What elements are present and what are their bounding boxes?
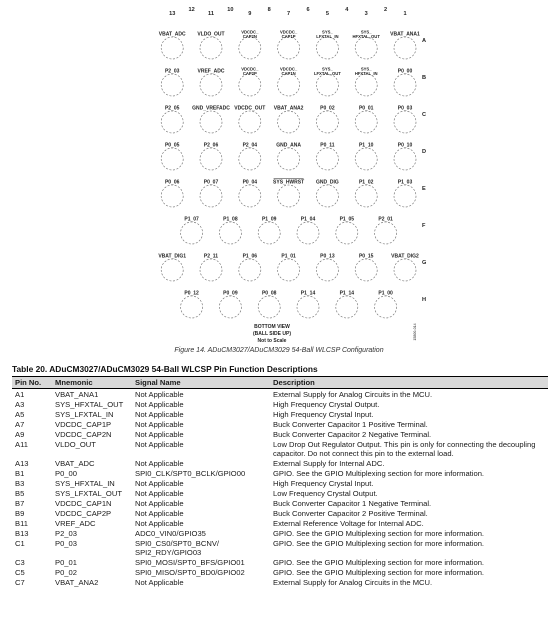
row-letter: B xyxy=(422,75,427,81)
header-description: Description xyxy=(270,377,548,389)
column-number: 8 xyxy=(267,7,271,13)
ball-label: P0_05 xyxy=(164,142,180,149)
ball-label: VBAT_DIG2 xyxy=(391,253,419,260)
ball xyxy=(200,254,222,282)
ball-label: P0_00 xyxy=(397,68,413,75)
bottom-view-label-1: BOTTOM VIEW xyxy=(254,324,290,330)
ball-label: SYS_ HFXTAL_IN xyxy=(354,66,378,77)
mnemonic-cell: VDCDC_CAP2P xyxy=(55,508,112,518)
table-row xyxy=(12,498,548,508)
ball-outline xyxy=(161,259,183,281)
ball-label: P0_08 xyxy=(261,290,277,297)
ball xyxy=(316,106,338,134)
ball-label: P2_04 xyxy=(242,142,258,149)
ball-label: P0_13 xyxy=(320,253,335,260)
ball-label: SYS_HWRST xyxy=(273,179,305,186)
ball-outline xyxy=(355,111,377,133)
ball-grid xyxy=(158,30,420,319)
mnemonic-cell: VREF_ADC xyxy=(55,518,96,528)
column-number: 3 xyxy=(364,11,368,17)
header-pin-no: Pin No. xyxy=(12,377,52,389)
table-row xyxy=(12,458,548,468)
ball xyxy=(161,69,183,97)
ball-outline xyxy=(200,259,222,281)
description-cell: Low Drop Out Regulator Output. This pin is only for connecting the decoupling capacitor. Do not connect this pin to the external load. xyxy=(273,439,536,458)
column-number: 13 xyxy=(169,11,176,17)
row-letter: F xyxy=(422,223,426,229)
description-cell: External Supply for Analog Circuits in the MCU. xyxy=(273,389,433,399)
mnemonic-cell: P0_01 xyxy=(55,557,77,567)
ball-outline xyxy=(239,148,261,170)
table-row xyxy=(12,518,548,528)
ball xyxy=(258,291,280,319)
bottom-view-label-3: Not to Scale xyxy=(257,338,287,344)
ball-label: P1_07 xyxy=(184,216,199,223)
ball-outline xyxy=(278,37,300,59)
table-row xyxy=(12,567,548,577)
ball-label: VDCDC_ CAP1P xyxy=(279,29,298,40)
signal-name-cell: Not Applicable xyxy=(135,439,184,449)
ball xyxy=(316,30,338,60)
mnemonic-cell: VDCDC_CAP2N xyxy=(55,429,112,439)
table-row xyxy=(12,439,548,458)
ball-label: P0_15 xyxy=(358,253,374,260)
ball xyxy=(161,106,183,134)
ball xyxy=(219,291,241,319)
pin-function-table xyxy=(12,376,548,587)
ball-outline xyxy=(278,111,300,133)
pin-no-cell: B11 xyxy=(15,518,28,528)
ball-label: P1_01 xyxy=(281,253,296,260)
table-row xyxy=(12,528,548,538)
ball-outline xyxy=(161,185,183,207)
ball-outline xyxy=(316,148,338,170)
ball-outline xyxy=(200,37,222,59)
ball xyxy=(391,254,419,282)
ball-outline xyxy=(278,185,300,207)
mnemonic-cell: SYS_LFXTAL_IN xyxy=(55,409,114,419)
ball-label: P1_08 xyxy=(223,216,238,223)
signal-name-cell: Not Applicable xyxy=(135,498,184,508)
mnemonic-cell: P0_03 xyxy=(55,538,77,548)
ball-label: P0_03 xyxy=(397,105,413,112)
table-row xyxy=(12,409,548,419)
signal-name-cell: SPI0_CS0/SPT0_BCNV/ SPI2_RDY/GPIO03 xyxy=(135,538,219,557)
ball xyxy=(278,254,300,282)
mnemonic-cell: P0_00 xyxy=(55,468,77,478)
mnemonic-cell: VDCDC_CAP1N xyxy=(55,498,112,508)
description-cell: Buck Converter Capacitor 2 Negative Terminal. xyxy=(273,429,432,439)
ball xyxy=(316,180,339,208)
ball xyxy=(274,106,304,134)
pin-no-cell: A13 xyxy=(15,458,29,468)
signal-name-cell: Not Applicable xyxy=(135,419,184,429)
ball-label: P0_10 xyxy=(397,142,413,149)
ball xyxy=(394,143,416,171)
ball-label: P1_04 xyxy=(300,216,316,223)
table-row xyxy=(12,538,548,557)
ball-outline xyxy=(394,37,416,59)
ball-label: P2_06 xyxy=(203,142,219,149)
pin-no-cell: A11 xyxy=(15,439,28,449)
ball xyxy=(181,217,203,245)
header-signal-name: Signal Name xyxy=(132,377,270,389)
ball xyxy=(200,180,222,208)
ball-label: VDCDC_OUT xyxy=(234,105,266,112)
ball-label: P1_09 xyxy=(261,216,277,223)
table-title: Table 20. ADuCM3027/ADuCM3029 54-Ball WLCSP Pin Function Descriptions xyxy=(12,364,318,374)
ball-outline xyxy=(239,37,261,59)
description-cell: High Frequency Crystal Output. xyxy=(273,399,380,409)
description-cell: Low Frequency Crystal Output. xyxy=(273,488,378,498)
row-letters xyxy=(422,38,426,303)
column-number: 4 xyxy=(345,7,349,13)
description-cell: GPIO. See the GPIO Multiplexing section for more information. xyxy=(273,538,485,548)
description-cell: Buck Converter Capacitor 1 Positive Terminal. xyxy=(273,419,428,429)
ball xyxy=(239,254,261,282)
column-number: 2 xyxy=(384,7,388,13)
ball xyxy=(276,143,301,171)
ball-label: P2_11 xyxy=(203,253,219,260)
description-cell: GPIO. See the GPIO Multiplexing section for more information. xyxy=(273,468,485,478)
ball xyxy=(239,180,261,208)
ball-label: VDCDC_ CAP2P xyxy=(241,66,259,77)
ball-label: VDCDC_ CAP1N xyxy=(279,66,298,77)
ball-label: P0_02 xyxy=(320,105,335,112)
ball xyxy=(355,254,377,282)
column-numbers xyxy=(169,7,406,17)
ball xyxy=(353,30,381,60)
ball-outline xyxy=(258,222,280,244)
ball-outline xyxy=(200,111,222,133)
description-cell: High Frequency Crystal Input. xyxy=(273,409,374,419)
row-letter: A xyxy=(422,38,427,44)
ball xyxy=(394,69,416,97)
column-number: 7 xyxy=(287,11,291,17)
ball-outline xyxy=(375,296,397,318)
description-cell: External Supply for Analog Circuits in the MCU. xyxy=(273,577,433,587)
ball-outline xyxy=(394,185,416,207)
ball-outline xyxy=(355,148,377,170)
ball xyxy=(200,143,222,171)
ball-label: P2_01 xyxy=(378,216,393,223)
description-cell: External Supply for Internal ADC. xyxy=(273,458,385,468)
mnemonic-cell: VBAT_ANA1 xyxy=(55,389,99,399)
ball-outline xyxy=(239,259,261,281)
ball-outline xyxy=(316,37,338,59)
description-cell: GPIO. See the GPIO Multiplexing section for more information. xyxy=(273,567,485,577)
ball xyxy=(390,32,420,60)
bottom-view-label-2: (BALL SIDE UP) xyxy=(253,331,291,337)
ball-outline xyxy=(297,296,319,318)
ball xyxy=(273,180,304,208)
ball-label: GND_ANA xyxy=(276,142,301,149)
ball-label: P1_00 xyxy=(378,290,393,297)
ball xyxy=(159,32,186,60)
ball xyxy=(316,254,338,282)
pin-no-cell: C3 xyxy=(15,557,25,567)
ball-label: P1_10 xyxy=(358,142,374,149)
ball-outline xyxy=(181,222,203,244)
ball-label: VREF_ADC xyxy=(197,68,225,75)
description-cell: High Frequency Crystal Input. xyxy=(273,478,374,488)
ball xyxy=(355,180,377,208)
ball-label: P1_06 xyxy=(242,253,258,260)
ball-outline xyxy=(336,296,358,318)
pin-no-cell: A1 xyxy=(15,389,25,399)
ball xyxy=(297,291,319,319)
ball xyxy=(239,30,261,60)
description-cell: External Reference Voltage for Internal ADC. xyxy=(273,518,424,528)
ball-outline xyxy=(161,148,183,170)
ball-outline xyxy=(375,222,397,244)
pin-no-cell: B13 xyxy=(15,528,29,538)
ball-label: P1_14 xyxy=(300,290,316,297)
table-row xyxy=(12,478,548,488)
ball-label: P2_03 xyxy=(164,68,180,75)
description-cell: Buck Converter Capacitor 2 Positive Terminal. xyxy=(273,508,428,518)
signal-name-cell: Not Applicable xyxy=(135,429,184,439)
table-row xyxy=(12,508,548,518)
ball-label: P1_14 xyxy=(339,290,355,297)
ball-outline xyxy=(355,185,377,207)
column-number: 1 xyxy=(403,11,407,17)
pin-no-cell: B9 xyxy=(15,508,25,518)
ball-label: VBAT_ANA1 xyxy=(390,31,420,38)
ball xyxy=(297,217,319,245)
ball xyxy=(181,291,203,319)
mnemonic-cell: P0_02 xyxy=(55,567,77,577)
row-letter: C xyxy=(422,112,427,118)
column-number: 11 xyxy=(208,11,214,17)
ball xyxy=(355,143,377,171)
ball-outline xyxy=(316,74,338,96)
ball xyxy=(314,67,341,97)
ball-label: P1_02 xyxy=(358,179,374,186)
figure-caption: Figure 14. ADuCM3027/ADuCM3029 54-Ball WLCSP Configuration xyxy=(174,347,384,354)
signal-name-cell: Not Applicable xyxy=(135,399,184,409)
signal-name-cell: ADC0_VIN0/GPIO35 xyxy=(135,528,206,538)
ball xyxy=(161,143,183,171)
ball-outline xyxy=(161,37,183,59)
ball xyxy=(161,180,183,208)
ball-outline xyxy=(355,37,377,59)
ball-label: P1_03 xyxy=(397,179,413,186)
ball-label: VBAT_DIG1 xyxy=(158,253,187,260)
column-number: 9 xyxy=(248,11,252,17)
pin-no-cell: B1 xyxy=(15,468,25,478)
ball-outline xyxy=(394,148,416,170)
ball-label: P1_05 xyxy=(339,216,355,223)
ball-label: SYS_ HFXTAL_OUT xyxy=(352,29,380,40)
mnemonic-cell: VBAT_ADC xyxy=(55,458,95,468)
ball-outline xyxy=(161,111,183,133)
signal-name-cell: Not Applicable xyxy=(135,458,184,468)
table-row xyxy=(12,399,548,409)
pin-no-cell: C1 xyxy=(15,538,25,548)
signal-name-cell: Not Applicable xyxy=(135,389,184,399)
ball xyxy=(278,30,300,60)
signal-name-cell: Not Applicable xyxy=(135,478,184,488)
ball-label: P0_11 xyxy=(320,142,335,149)
ball-outline xyxy=(258,296,280,318)
ball xyxy=(394,106,416,134)
ball-outline xyxy=(394,259,416,281)
pin-no-cell: A3 xyxy=(15,399,25,409)
signal-name-cell: Not Applicable xyxy=(135,409,184,419)
ball-outline xyxy=(355,259,377,281)
ball xyxy=(316,143,338,171)
table-row xyxy=(12,557,548,567)
ball-label: P0_01 xyxy=(358,105,374,112)
mnemonic-cell: SYS_LFXTAL_OUT xyxy=(55,488,122,498)
ball-label: VBAT_ANA2 xyxy=(273,105,304,112)
ball-outline xyxy=(239,74,261,96)
ball-label: GND_DIG xyxy=(316,179,339,186)
ball xyxy=(192,106,230,134)
signal-name-cell: Not Applicable xyxy=(135,518,184,528)
ball-label: VLDO_OUT xyxy=(197,31,225,38)
ball-outline xyxy=(219,296,241,318)
figure-id: 15800-014 xyxy=(413,323,417,341)
ball xyxy=(375,291,397,319)
ball-outline xyxy=(316,111,338,133)
row-letter: E xyxy=(422,186,426,192)
row-letter: D xyxy=(422,149,427,155)
description-cell: GPIO. See the GPIO Multiplexing section for more information. xyxy=(273,557,485,567)
signal-name-cell: Not Applicable xyxy=(135,488,184,498)
ball xyxy=(336,217,358,245)
ball-outline xyxy=(394,111,416,133)
ball-label: P0_12 xyxy=(184,290,199,297)
ball-outline xyxy=(297,222,319,244)
pin-no-cell: B7 xyxy=(15,498,25,508)
header-mnemonic: Mnemonic xyxy=(52,377,132,389)
ball-outline xyxy=(355,74,377,96)
ball xyxy=(234,106,265,134)
ball xyxy=(355,67,378,97)
signal-name-cell: SPI0_MISO/SPT0_BD0/GPIO02 xyxy=(135,567,245,577)
table-row xyxy=(12,488,548,498)
ball xyxy=(258,217,280,245)
table-row xyxy=(12,419,548,429)
table-row xyxy=(12,429,548,439)
signal-name-cell: Not Applicable xyxy=(135,577,184,587)
pin-no-cell: A5 xyxy=(15,409,25,419)
mnemonic-cell: SYS_HFXTAL_OUT xyxy=(55,399,124,409)
ball-outline xyxy=(316,185,338,207)
ball xyxy=(375,217,397,245)
signal-name-cell: SPI0_MOSI/SPT0_BFS/GPIO01 xyxy=(135,557,245,567)
pin-no-cell: C7 xyxy=(15,577,25,587)
mnemonic-cell: VDCDC_CAP1P xyxy=(55,419,112,429)
ball-label: VBAT_ADC xyxy=(158,31,186,38)
mnemonic-cell: VBAT_ANA2 xyxy=(55,577,99,587)
ball-outline xyxy=(219,222,241,244)
ball-outline xyxy=(161,74,183,96)
table-row xyxy=(12,389,548,400)
pin-no-cell: C5 xyxy=(15,567,25,577)
ball-outline xyxy=(278,259,300,281)
ball-outline xyxy=(200,185,222,207)
ball-outline xyxy=(316,259,338,281)
ball-outline xyxy=(336,222,358,244)
ball-label: SYS_ LFXTAL_OUT xyxy=(313,66,341,77)
column-number: 10 xyxy=(227,7,234,13)
mnemonic-cell: VLDO_OUT xyxy=(55,439,96,449)
description-cell: GPIO. See the GPIO Multiplexing section for more information. xyxy=(273,528,485,538)
pin-no-cell: A7 xyxy=(15,419,25,429)
description-cell: Buck Converter Capacitor 1 Negative Terminal. xyxy=(273,498,432,508)
ball xyxy=(158,254,186,282)
pin-no-cell: B3 xyxy=(15,478,25,488)
table-row xyxy=(12,468,548,478)
pin-no-cell: B5 xyxy=(15,488,25,498)
ball-outline xyxy=(200,148,222,170)
ball-outline xyxy=(394,74,416,96)
ball xyxy=(219,217,241,245)
ball xyxy=(239,67,261,97)
mnemonic-cell: SYS_HFXTAL_IN xyxy=(55,478,115,488)
table-body xyxy=(12,389,548,588)
pin-no-cell: A9 xyxy=(15,429,25,439)
mnemonic-cell: P2_03 xyxy=(55,528,77,538)
ball xyxy=(197,32,224,60)
ball xyxy=(336,291,358,319)
ball xyxy=(355,106,377,134)
ball-outline xyxy=(181,296,203,318)
row-letter: H xyxy=(422,297,427,303)
ball-label: SYS_ LFXTAL_IN xyxy=(316,29,339,40)
ball-outline xyxy=(200,74,222,96)
ball-outline xyxy=(239,185,261,207)
ball-outline xyxy=(239,111,261,133)
ball xyxy=(239,143,261,171)
column-number: 5 xyxy=(325,11,329,17)
ball-label: GND_VREFADC xyxy=(192,105,230,112)
ball-label: P0_06 xyxy=(164,179,180,186)
ball-label: P2_05 xyxy=(164,105,180,112)
ball-label: P0_09 xyxy=(223,290,238,297)
ball xyxy=(278,67,300,97)
ball-outline xyxy=(278,148,300,170)
table-header-row xyxy=(12,377,548,389)
column-number: 6 xyxy=(306,7,310,13)
ball-outline xyxy=(278,74,300,96)
ball xyxy=(394,180,416,208)
signal-name-cell: SPI0_CLK/SPT0_BCLK/GPIO00 xyxy=(135,468,246,478)
ball-label: P0_07 xyxy=(203,179,219,186)
row-letter: G xyxy=(422,260,427,266)
table-row xyxy=(12,577,548,587)
ball-label: P0_04 xyxy=(242,179,258,186)
ball xyxy=(198,69,225,97)
column-number: 12 xyxy=(188,7,195,13)
signal-name-cell: Not Applicable xyxy=(135,508,184,518)
ball-label: VDCDC_ CAP2N xyxy=(241,29,259,40)
